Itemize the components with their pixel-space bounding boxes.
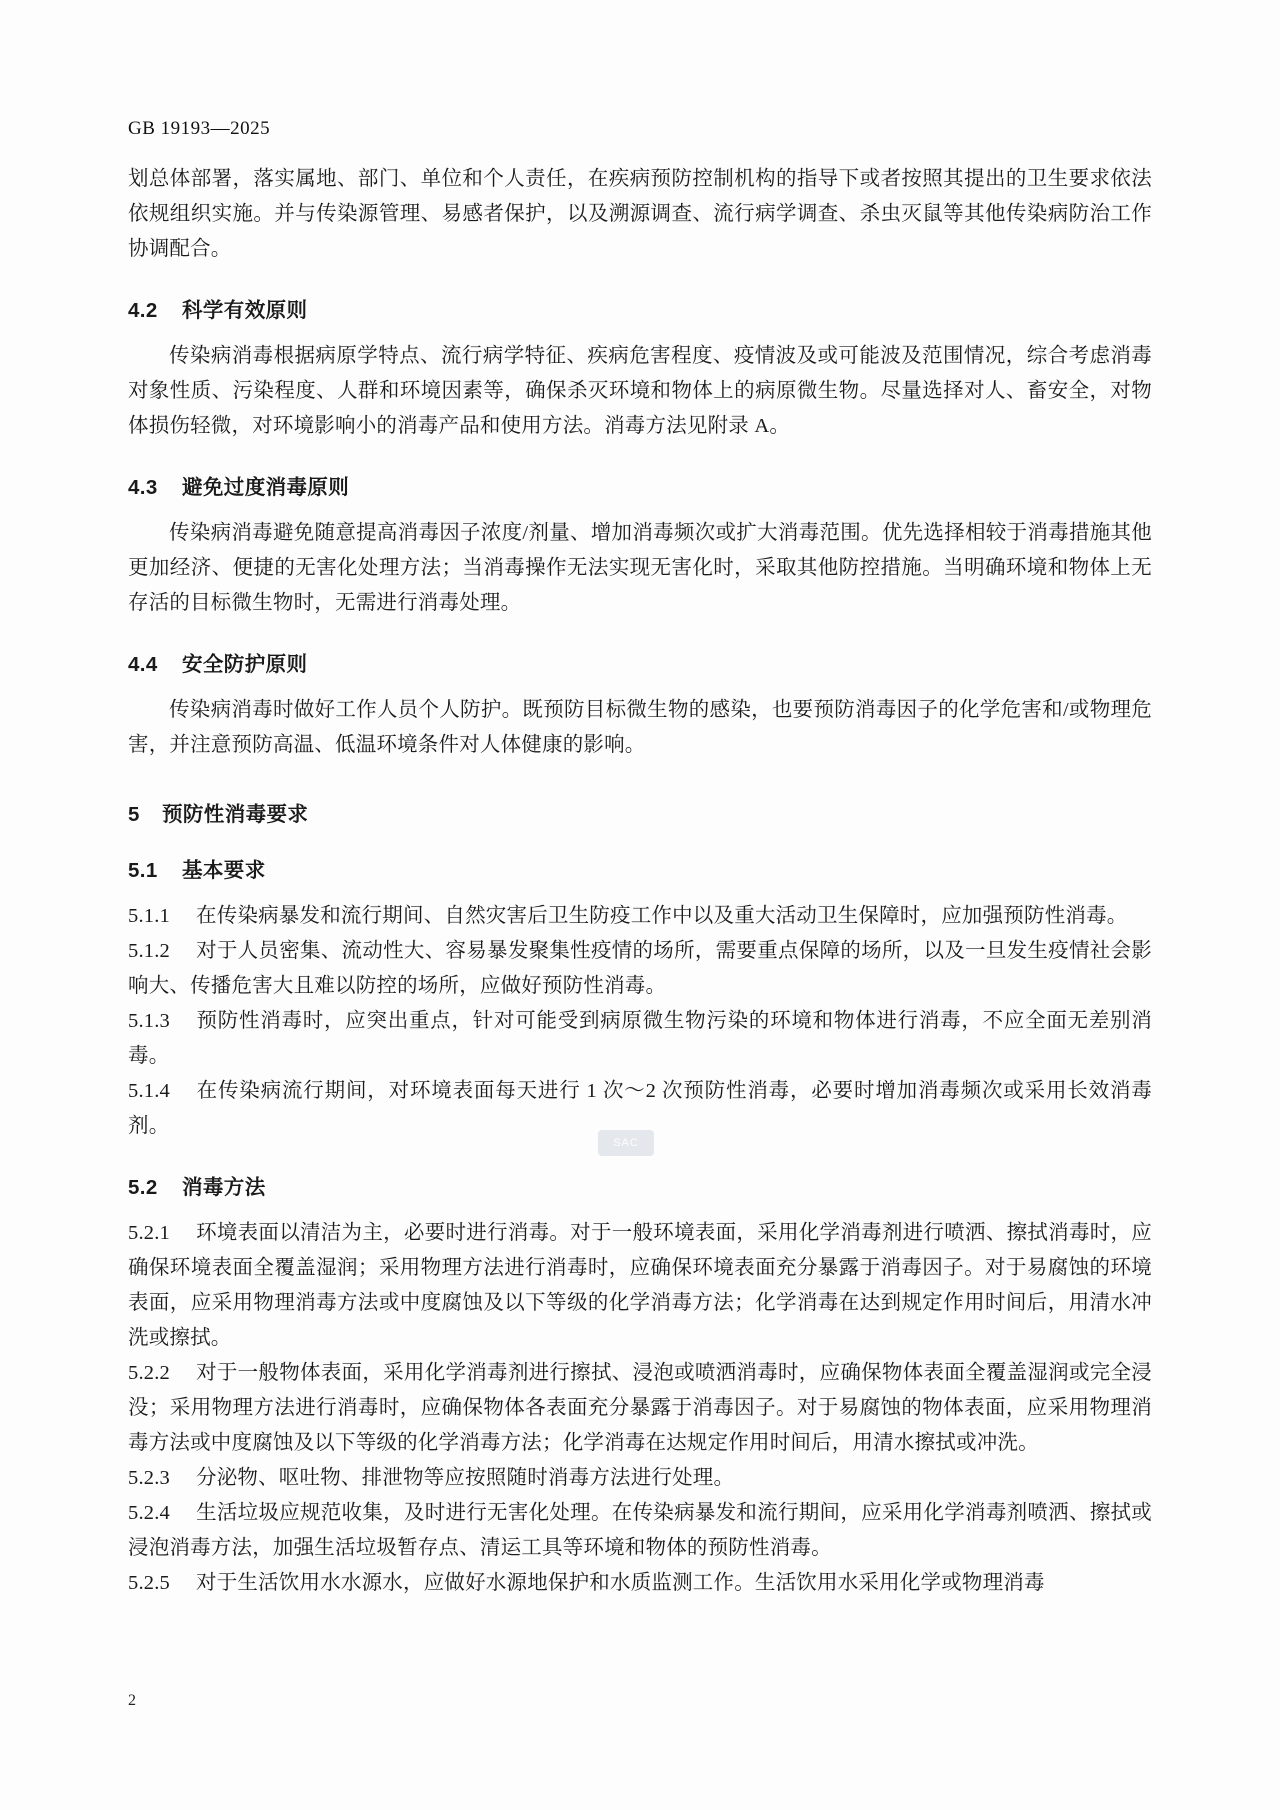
clause-heading-4-3 (128, 470, 1152, 500)
clause-number-5-2: 5.2 (128, 1176, 158, 1199)
item-label: 5.2.4 (128, 1502, 170, 1524)
clause-title-4-2: 科学有效原则 (182, 299, 308, 322)
clause-number-5-1: 5.1 (128, 859, 158, 882)
clause-title-4-3: 避免过度消毒原则 (182, 476, 350, 499)
chapter-title-5: 预防性消毒要求 (162, 803, 309, 826)
item-text: 对于生活饮用水水源水，应做好水源地保护和水质监测工作。生活饮用水采用化学或物理消毒 (196, 1572, 1045, 1594)
chapter-heading-5 (128, 797, 1152, 827)
item-label: 5.2.5 (128, 1572, 170, 1594)
list-item (128, 1356, 1152, 1461)
clause-number-4-3: 4.3 (128, 476, 158, 499)
clause-heading-5-2 (128, 1170, 1152, 1200)
clause-heading-5-1 (128, 853, 1152, 883)
clause-number-4-2: 4.2 (128, 299, 158, 322)
item-label: 5.1.3 (128, 1010, 170, 1032)
continued-paragraph: 划总体部署，落实属地、部门、单位和个人责任，在疾病预防控制机构的指导下或者按照其提出的卫生要求依法依规组织实施。并与传染源管理、易感者保护，以及溯源调查、流行病学调查、杀虫灭鼠等其他传染病防治工作协调配合。 (128, 168, 1152, 260)
item-label: 5.2.1 (128, 1222, 170, 1244)
page-number: 2 (128, 1692, 136, 1709)
item-text: 预防性消毒时，应突出重点，针对可能受到病原微生物污染的环境和物体进行消毒，不应全面无差别消毒。 (128, 1010, 1152, 1067)
list-item (128, 1004, 1152, 1074)
list-item (128, 899, 1152, 934)
item-label: 5.1.4 (128, 1080, 170, 1102)
list-item (128, 1074, 1152, 1144)
item-label: 5.2.2 (128, 1362, 170, 1384)
list-item (128, 1566, 1152, 1601)
clause-4-4-paragraph: 传染病消毒时做好工作人员个人防护。既预防目标微生物的感染，也要预防消毒因子的化学危害和/或物理危害，并注意预防高温、低温环境条件对人体健康的影响。 (128, 699, 1152, 756)
page-content (128, 118, 1152, 1601)
list-item (128, 1461, 1152, 1496)
item-text: 环境表面以清洁为主，必要时进行消毒。对于一般环境表面，采用化学消毒剂进行喷洒、擦拭消毒时，应确保环境表面全覆盖湿润；采用物理方法进行消毒时，应确保环境表面充分暴露于消毒因子。对于易腐蚀的环境表面，应采用物理消毒方法或中度腐蚀及以下等级的化学消毒方法；化学消毒在达到规定作用时间后，用清水冲洗或擦拭。 (128, 1222, 1152, 1349)
item-text: 在传染病暴发和流行期间、自然灾害后卫生防疫工作中以及重大活动卫生保障时，应加强预防性消毒。 (196, 905, 1128, 927)
clause-title-5-1: 基本要求 (182, 859, 266, 882)
chapter-number-5: 5 (128, 803, 140, 826)
clause-title-5-2: 消毒方法 (182, 1176, 266, 1199)
list-item (128, 1216, 1152, 1356)
clause-heading-4-2 (128, 293, 1152, 323)
item-text: 分泌物、呕吐物、排泄物等应按照随时消毒方法进行处理。 (196, 1467, 735, 1489)
list-item (128, 934, 1152, 1004)
item-text: 对于一般物体表面，采用化学消毒剂进行擦拭、浸泡或喷洒消毒时，应确保物体表面全覆盖湿润或完全浸没；采用物理方法进行消毒时，应确保物体各表面充分暴露于消毒因子。对于易腐蚀的物体表面，应采用物理消毒方法或中度腐蚀及以下等级的化学消毒方法；化学消毒在达规定作用时间后，用清水擦拭或冲洗。 (128, 1362, 1152, 1454)
watermark-text: SAC (598, 1130, 654, 1156)
item-label: 5.1.1 (128, 905, 170, 927)
clause-4-2-paragraph: 传染病消毒根据病原学特点、流行病学特征、疾病危害程度、疫情波及或可能波及范围情况，综合考虑消毒对象性质、污染程度、人群和环境因素等，确保杀灭环境和物体上的病原微生物。尽量选择对人、畜安全，对物体损伤轻微，对环境影响小的消毒产品和使用方法。消毒方法见附录 A。 (128, 345, 1152, 437)
clause-4-3-paragraph: 传染病消毒避免随意提高消毒因子浓度/剂量、增加消毒频次或扩大消毒范围。优先选择相较于消毒措施其他更加经济、便捷的无害化处理方法；当消毒操作无法实现无害化时，采取其他防控措施。当明确环境和物体上无存活的目标微生物时，无需进行消毒处理。 (128, 522, 1152, 614)
item-label: 5.1.2 (128, 940, 170, 962)
item-text: 生活垃圾应规范收集，及时进行无害化处理。在传染病暴发和流行期间，应采用化学消毒剂喷洒、擦拭或浸泡消毒方法，加强生活垃圾暂存点、清运工具等环境和物体的预防性消毒。 (128, 1502, 1152, 1559)
list-item (128, 1496, 1152, 1566)
standard-code-header: GB 19193—2025 (128, 118, 271, 139)
clause-number-4-4: 4.4 (128, 653, 158, 676)
item-text: 在传染病流行期间，对环境表面每天进行 1 次～2 次预防性消毒，必要时增加消毒频次或采用长效消毒剂。 (128, 1080, 1152, 1137)
clause-title-4-4: 安全防护原则 (182, 653, 308, 676)
clause-heading-4-4 (128, 647, 1152, 677)
item-text: 对于人员密集、流动性大、容易暴发聚集性疫情的场所，需要重点保障的场所，以及一旦发生疫情社会影响大、传播危害大且难以防控的场所，应做好预防性消毒。 (128, 940, 1152, 997)
item-label: 5.2.3 (128, 1467, 170, 1489)
